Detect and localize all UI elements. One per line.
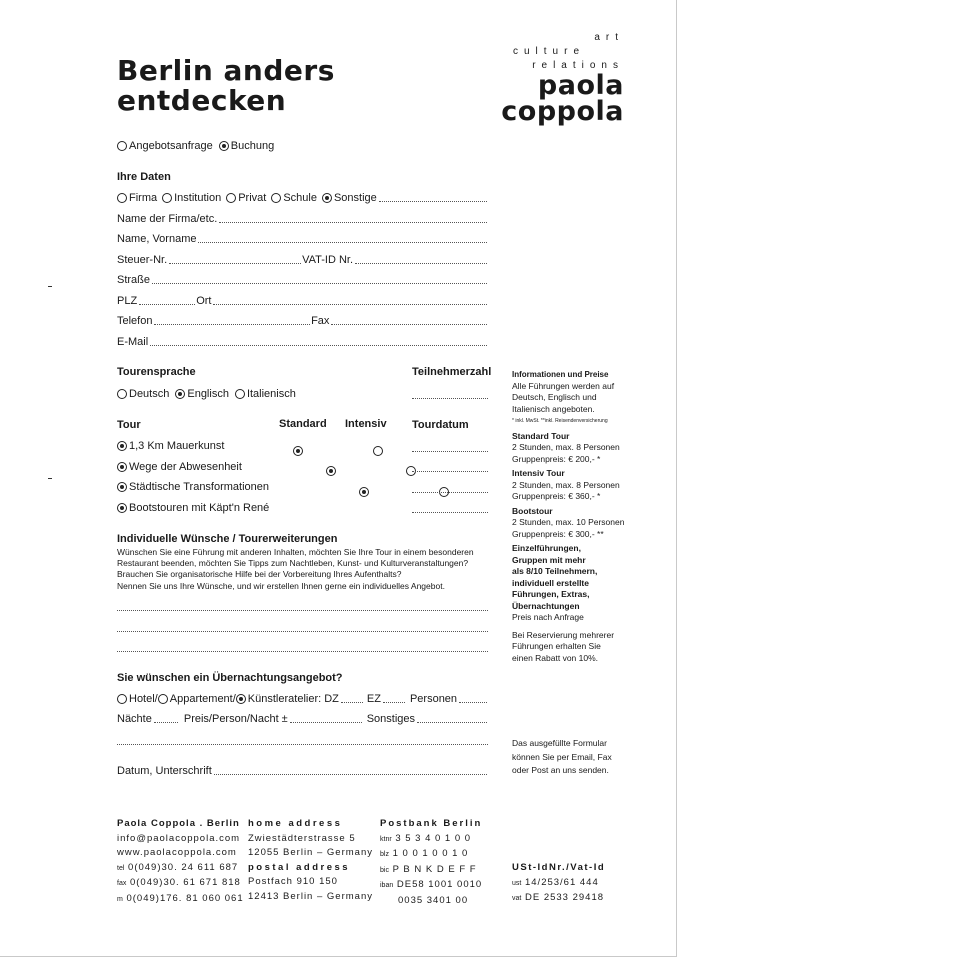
- wuensche-field-2[interactable]: [117, 630, 488, 632]
- personen-field[interactable]: [459, 701, 487, 703]
- radio-icon[interactable]: [117, 694, 127, 704]
- email-link[interactable]: info@paolacoppola.com: [117, 832, 241, 844]
- fold-mark: [48, 286, 52, 287]
- radio-checked-icon[interactable]: [117, 462, 127, 472]
- sonstiges-field[interactable]: [417, 721, 487, 723]
- option-sonstige[interactable]: Sonstige: [322, 191, 377, 205]
- tour-option[interactable]: 1,3 Km Mauerkunst: [117, 439, 224, 453]
- accommodation-row: [117, 692, 488, 706]
- datum-label: Datum, Unterschrift: [117, 765, 212, 777]
- firma-field[interactable]: [219, 221, 487, 223]
- strasse-row: [117, 273, 488, 287]
- option-hotel[interactable]: Hotel/: [117, 692, 158, 706]
- personen-label: Personen: [409, 693, 458, 705]
- option-englisch[interactable]: Englisch: [175, 387, 229, 401]
- option-firma[interactable]: Firma: [117, 191, 157, 205]
- tour-option[interactable]: Wege der Abwesenheit: [117, 460, 242, 474]
- radio-icon[interactable]: [162, 193, 172, 203]
- option-schule[interactable]: Schule: [271, 191, 317, 205]
- tour-row[interactable]: [117, 439, 417, 453]
- radio-icon[interactable]: [158, 694, 168, 704]
- intensiv-radio-1[interactable]: [373, 446, 383, 456]
- vat-field[interactable]: [355, 262, 487, 264]
- footer-address: home address Zwiestädterstrasse 5 12055 Berlin – Germany postal address Postfach 910 150 12413 Berlin – Germany: [248, 818, 373, 902]
- radio-icon[interactable]: [117, 193, 127, 203]
- radio-icon[interactable]: [226, 193, 236, 203]
- footer-bank: Postbank Berlin ktnr 3 5 3 4 0 1 0 0 blz 1 0 0 1 0 0 1 0 bic P B N K D E F F iban DE58 1001 0010 0035 3401 00: [380, 818, 483, 906]
- wuensche-field-3[interactable]: [117, 650, 488, 652]
- radio-checked-icon[interactable]: [219, 141, 229, 151]
- wuensche-description: Wünschen Sie eine Führung mit anderen Inhalten, möchten Sie Ihre Tour in einem besonderen Restaurant beenden, möchten Sie Tipps zum Nachtleben, Kunst- und Kulturveranstaltungen? Brauchen Sie organisatorische Hilfe bei der Vorbereitung Ihres Aufenthalts? Nennen Sie uns Ihre Wünsche, und wir erstellen Ihnen gerne ein individuelles Angebot.: [117, 547, 474, 591]
- steuer-label: Steuer-Nr.: [117, 254, 168, 266]
- footer-contact: Paola Coppola . Berlin info@paolacoppola.com www.paolacoppola.com tel 0(049)30. 24 611 687 fax 0(049)30. 61 671 818 m 0(049)176. 81 060 061: [117, 818, 244, 904]
- radio-checked-icon[interactable]: [117, 482, 127, 492]
- request-type-row: [117, 139, 488, 153]
- naechte-label: Nächte: [117, 713, 152, 725]
- tour-row[interactable]: [117, 460, 417, 474]
- standard-radio-1[interactable]: [293, 446, 303, 456]
- teilnehmerzahl-field[interactable]: [412, 397, 488, 399]
- radio-checked-icon[interactable]: [117, 441, 127, 451]
- radio-checked-icon[interactable]: [117, 503, 127, 513]
- dz-field[interactable]: [341, 701, 363, 703]
- section-heading-uebernachtung: Sie wünschen ein Übernachtungsangebot?: [117, 672, 343, 684]
- ort-field[interactable]: [213, 303, 487, 305]
- teilnehmerzahl-heading: Teilnehmerzahl: [412, 366, 492, 378]
- option-kuenstleratelier[interactable]: Künstleratelier: DZ: [236, 692, 339, 706]
- firma-row: [117, 212, 488, 226]
- signature-field[interactable]: [214, 773, 487, 775]
- intensiv-column-heading: Intensiv: [345, 418, 387, 430]
- tour-row[interactable]: [117, 501, 417, 515]
- name-label: Name, Vorname: [117, 233, 197, 245]
- steuer-field[interactable]: [169, 262, 301, 264]
- strasse-label: Straße: [117, 274, 151, 286]
- datum-row: [117, 764, 488, 778]
- wuensche-field-1[interactable]: [117, 609, 488, 611]
- standard-radio-3[interactable]: [359, 487, 369, 497]
- radio-checked-icon[interactable]: [236, 694, 246, 704]
- option-appartement[interactable]: Appartement/: [158, 692, 236, 706]
- radio-icon[interactable]: [117, 389, 127, 399]
- radio-icon[interactable]: [271, 193, 281, 203]
- standard-column-heading: Standard: [279, 418, 327, 430]
- footer-tax: USt-IdNr./Vat-Id ust 14/253/61 444 vat DE 2533 29418: [512, 862, 606, 904]
- sidebar-info: Informationen und Preise Alle Führungen werden auf Deutsch, Englisch und Italienisch angeboten. * inkl. MwSt. **inkl. Reisendenversicherung Standard Tour 2 Stunden, max. 8 Personen Gruppenpreis: € 200,- * Intensiv Tour 2 Stunden, max. 8 Personen Gruppenpreis: € 360,- * Bootstour 2 Stunden, max. 10 Personen Gruppenpreis: € 300,- ** Einzelführungen, Gruppen mit mehr als 8/10 Teilnehmern, individuell erstellte Führungen, Extras, Übernachtungen Preis nach Anfrage Bei Reservierung mehrerer Führungen erhalten Sie einen Rabatt von 10%.: [512, 370, 625, 663]
- firma-label: Name der Firma/etc.: [117, 213, 218, 225]
- tour-column-heading: Tour: [117, 419, 141, 431]
- telefon-label: Telefon: [117, 315, 153, 327]
- option-italienisch[interactable]: Italienisch: [235, 387, 296, 401]
- fax-label: Fax: [311, 315, 330, 327]
- name-row: [117, 232, 488, 246]
- ez-label: EZ: [366, 693, 381, 705]
- strasse-field[interactable]: [152, 282, 487, 284]
- plz-field[interactable]: [139, 303, 195, 305]
- page-title: Berlin anders entdecken: [117, 54, 335, 117]
- tourdatum-field-4[interactable]: [412, 511, 488, 513]
- radio-icon[interactable]: [117, 141, 127, 151]
- vat-label: VAT-ID Nr.: [302, 254, 354, 266]
- email-label: E-Mail: [117, 336, 149, 348]
- fold-mark: [48, 478, 52, 479]
- standard-radio-2[interactable]: [326, 466, 336, 476]
- section-heading-ihre-daten: Ihre Daten: [117, 171, 171, 183]
- radio-icon[interactable]: [235, 389, 245, 399]
- option-institution[interactable]: Institution: [162, 191, 221, 205]
- uebernachtung-field[interactable]: [117, 743, 488, 745]
- steuer-row: [117, 253, 488, 267]
- sonstiges-label: Sonstiges: [366, 713, 416, 725]
- tour-row[interactable]: [117, 480, 417, 494]
- fax-field[interactable]: [331, 323, 487, 325]
- tourdatum-column-heading: Tourdatum: [412, 419, 469, 431]
- ort-label: Ort: [196, 295, 212, 307]
- option-deutsch[interactable]: Deutsch: [117, 387, 169, 401]
- tourdatum-field-1[interactable]: [412, 450, 488, 452]
- logo: art culture relations paola coppola: [501, 32, 624, 127]
- name-field[interactable]: [198, 241, 487, 243]
- tourdatum-field-3[interactable]: [412, 491, 488, 493]
- language-row: [117, 387, 397, 401]
- telefon-row: [117, 314, 488, 328]
- plz-label: PLZ: [117, 295, 138, 307]
- sonstige-field[interactable]: [379, 200, 487, 202]
- radio-checked-icon[interactable]: [175, 389, 185, 399]
- preis-label: Preis/Person/Nacht ±: [183, 713, 288, 725]
- website-link[interactable]: www.paolacoppola.com: [117, 847, 237, 859]
- tour-option[interactable]: Städtische Transformationen: [117, 480, 269, 494]
- plz-row: [117, 294, 488, 308]
- radio-checked-icon[interactable]: [322, 193, 332, 203]
- ez-field[interactable]: [383, 701, 405, 703]
- customer-type-row: [117, 191, 488, 205]
- email-row: [117, 335, 488, 349]
- email-field[interactable]: [150, 344, 487, 346]
- option-buchung[interactable]: Buchung: [219, 139, 274, 153]
- tourdatum-field-2[interactable]: [412, 470, 488, 472]
- telefon-field[interactable]: [154, 323, 310, 325]
- preis-field[interactable]: [290, 721, 362, 723]
- sidebar-send-note: Das ausgefüllte Formular können Sie per Email, Fax oder Post an uns senden.: [512, 738, 612, 775]
- option-privat[interactable]: Privat: [226, 191, 266, 205]
- section-heading-tourensprache: Tourensprache: [117, 366, 196, 378]
- tour-option[interactable]: Bootstouren mit Käpt'n René: [117, 501, 269, 515]
- option-angebotsanfrage[interactable]: Angebotsanfrage: [117, 139, 213, 153]
- naechte-field[interactable]: [154, 721, 178, 723]
- naechte-row: [117, 712, 488, 726]
- section-heading-wuensche: Individuelle Wünsche / Tourerweiterungen: [117, 533, 338, 545]
